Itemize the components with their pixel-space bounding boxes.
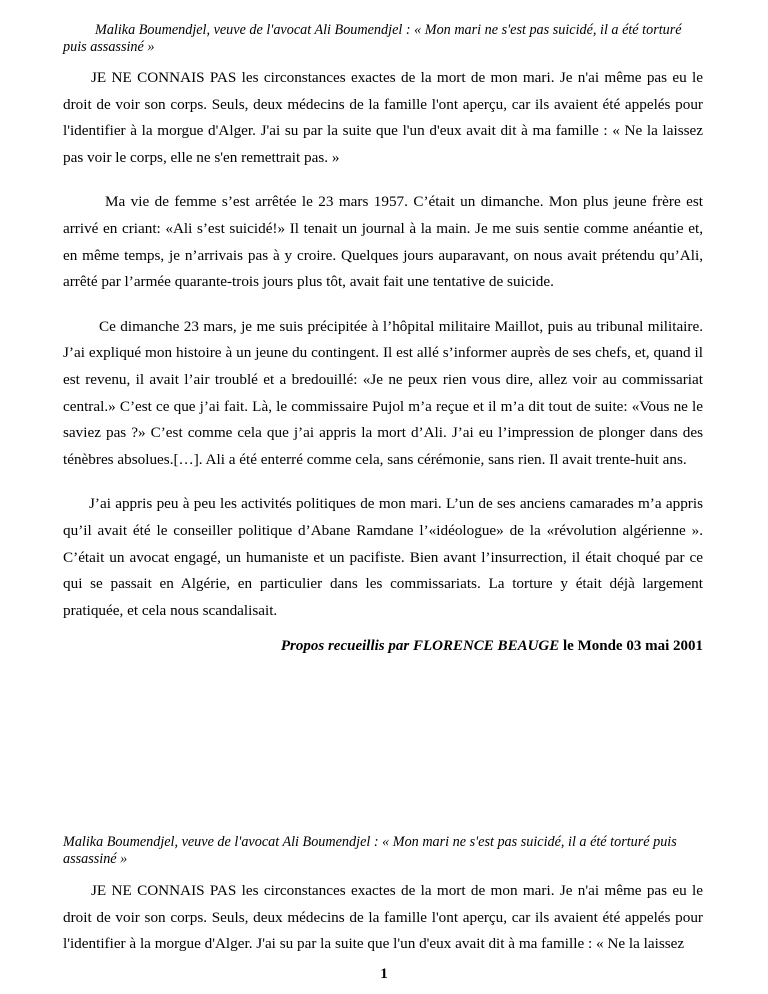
article-title: Malika Boumendjel, veuve de l'avocat Ali Boumendjel : « Mon mari ne s'est pas suicidé, il a été torturé puis assassiné » bbox=[63, 22, 682, 55]
document-page bbox=[63, 22, 703, 656]
signature-source: le Monde 03 mai 2001 bbox=[559, 638, 703, 655]
paragraph-2: Ma vie de femme s’est arrêtée le 23 mars 1957. C’était un dimanche. Mon plus jeune frère est arrivé en criant: «Ali s’est suicidé!» Il tenait un journal à la main. Je me suis sentie comme anéantie et, en même temps, je n’arrivais pas à y croire. Quelques jours auparavant, on nous avait prétendu qu’Ali, arrêté par l’armée quarante-trois jours plus tôt, avait fait une tentative de suicide. bbox=[63, 193, 703, 291]
page-number: 1 bbox=[380, 966, 388, 982]
paragraph-4: J’ai appris peu à peu les activités politiques de mon mari. L’un de ses anciens camarades m’a appris qu’il avait été le conseiller politique d’Abane Ramdane l’«idéologue» de la «révolution algérienne ». C’était un avocat engagé, un humaniste et un pacifiste. Bien avant l’insurrection, il était choqué par ce qui se passait en Algérie, en particulier dans les commissariats. La torture y était déjà largement pratiquée, et cela nous scandalisait. bbox=[63, 495, 703, 619]
article-title-repeat: Malika Boumendjel, veuve de l'avocat Ali Boumendjel : « Mon mari ne s'est pas suicidé, il a été torturé puis assassiné » bbox=[63, 834, 677, 867]
document-page-repeat bbox=[63, 834, 703, 958]
signature-author: Propos recueillis par FLORENCE BEAUGE bbox=[280, 638, 560, 655]
signature bbox=[63, 636, 703, 656]
paragraph-1: JE NE CONNAIS PAS les circonstances exactes de la mort de mon mari. Je n'ai même pas eu le droit de voir son corps. Seuls, deux médecins de la famille l'ont aperçu, car ils avaient été appelés pour l'identifier à la morgue d'Alger. J'ai su par la suite que l'un d'eux avait dit à ma famille : « Ne la laissez pas voir le corps, elle ne s'en remettrait pas. » bbox=[63, 69, 703, 166]
paragraph-3: Ce dimanche 23 mars, je me suis précipitée à l’hôpital militaire Maillot, puis au tribunal militaire. J’ai expliqué mon histoire à un jeune du contingent. Il est allé s’informer auprès de ses chefs, et, quand il est revenu, il avait l’air troublé et a bredouillé: «Je ne peux rien vous dire, allez voir au commissariat central.» C’est ce que j’ai fait. Là, le commissaire Pujol m’a reçue et il m’a dit tout de suite: «Vous ne le saviez pas ?» C’est comme cela que j’ai appris la mort d’Ali. J’ai eu l’impression de plonger dans des ténèbres absolues.[…]. Ali a été enterré comme cela, sans cérémonie, sans rien. Il avait trente-huit ans. bbox=[63, 317, 703, 468]
paragraph-repeat: JE NE CONNAIS PAS les circonstances exactes de la mort de mon mari. Je n'ai même pas eu le droit de voir son corps. Seuls, deux médecins de la famille l'ont aperçu, car ils avaient été appelés pour l'identifier à la morgue d'Alger. J'ai su par la suite que l'un d'eux avait dit à ma famille : « Ne la laissez bbox=[63, 882, 703, 953]
